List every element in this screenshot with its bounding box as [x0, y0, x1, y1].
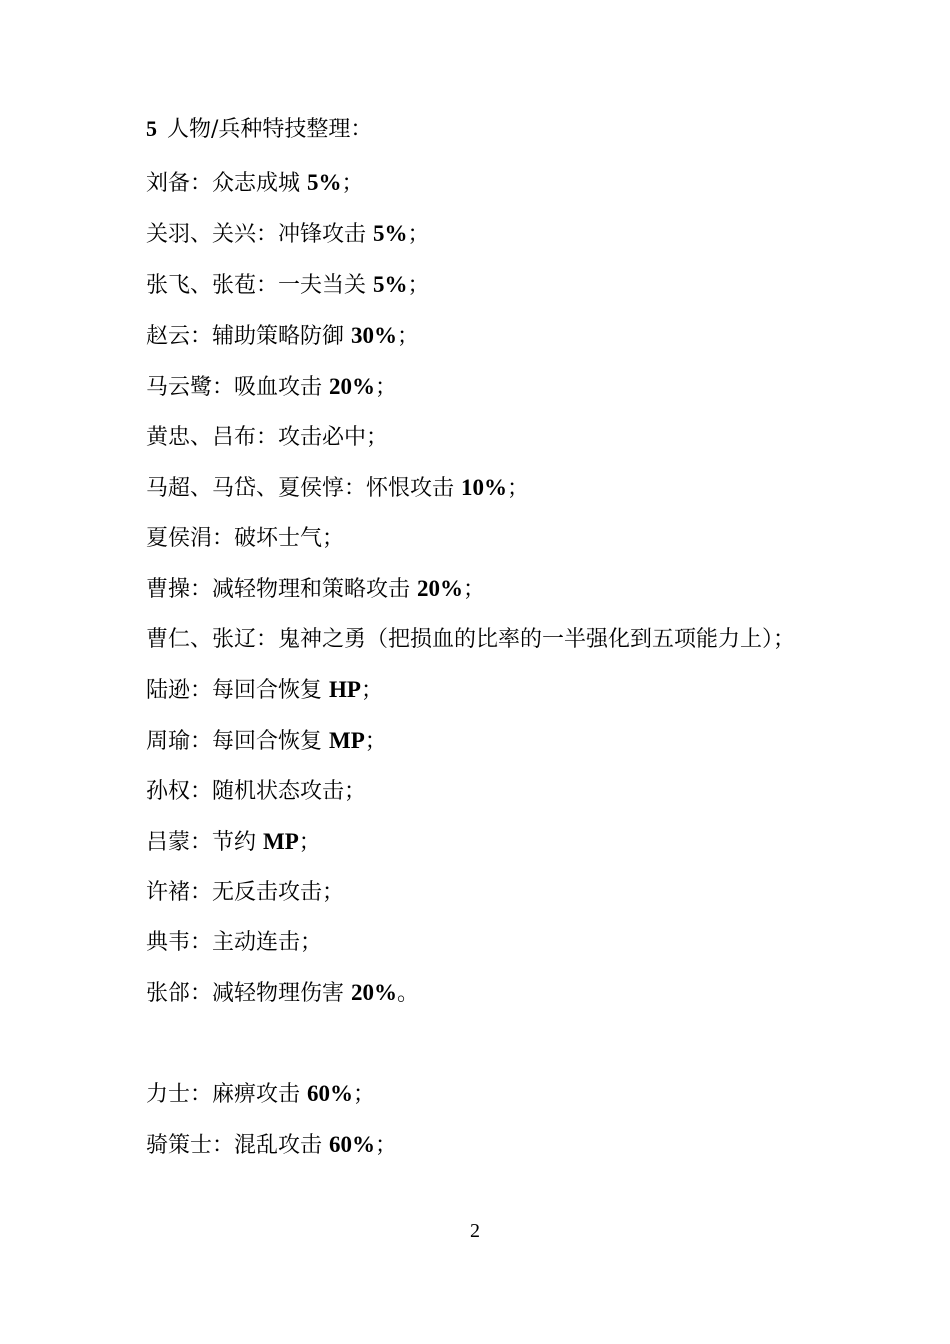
entry-skill: 众志成城 [212, 171, 308, 196]
entry-value: HP [329, 677, 361, 702]
entry-skill: 减轻物理和策略攻击 [212, 577, 418, 602]
entry-skill: 混乱攻击 [234, 1133, 330, 1158]
character-skill-line [146, 615, 826, 665]
entry-skill: 破坏士气 [234, 526, 323, 551]
entry-value: 60% [329, 1132, 376, 1157]
entry-name: 赵云： [146, 324, 213, 349]
entry-skill: 每回合恢复 [212, 729, 330, 754]
entry-punctuation: 。 [397, 981, 420, 1006]
entry-punctuation: ； [397, 324, 420, 349]
character-skill-line [146, 665, 826, 716]
entry-skill: 麻痹攻击 [212, 1082, 308, 1107]
page-number: 2 [470, 1220, 480, 1242]
entry-value: 5% [373, 272, 408, 297]
character-skill-line [146, 918, 826, 968]
entry-name: 许褚： [146, 880, 213, 905]
entry-punctuation: ； [773, 627, 796, 652]
entry-punctuation: ； [360, 678, 383, 703]
entry-value: 10% [461, 475, 508, 500]
entry-name: 关羽、关兴： [146, 222, 279, 247]
entry-skill: 冲锋攻击 [278, 222, 374, 247]
entry-name: 周瑜： [146, 729, 213, 754]
character-skill-line [146, 260, 826, 311]
entry-name: 孙权： [146, 779, 213, 804]
entry-name: 典韦： [146, 930, 213, 955]
entry-value: 30% [351, 323, 398, 348]
blank-line [146, 1019, 826, 1069]
entry-name: 马云鹭： [146, 375, 235, 400]
entry-punctuation: ； [375, 375, 398, 400]
character-skill-line [146, 463, 826, 514]
entry-name: 骑策士： [146, 1133, 235, 1158]
character-skill-list [146, 158, 826, 1019]
entry-skill: 辅助策略防御 [212, 324, 352, 349]
character-skill-line [146, 413, 826, 463]
entry-punctuation: ； [353, 1082, 376, 1107]
entry-punctuation: ； [298, 830, 321, 855]
entry-punctuation: ； [364, 729, 387, 754]
entry-name: 陆逊： [146, 678, 213, 703]
entry-value: 20% [417, 576, 464, 601]
entry-name: 曹仁、张辽： [146, 627, 279, 652]
entry-punctuation: ； [507, 476, 530, 501]
unit-skill-list [146, 1069, 826, 1171]
entry-skill: 节约 [212, 830, 264, 855]
section-title: 人物/兵种特技整理： [167, 117, 373, 142]
entry-skill: 每回合恢复 [212, 678, 330, 703]
character-skill-line [146, 158, 826, 209]
entry-punctuation: ； [322, 880, 345, 905]
section-heading [146, 108, 826, 150]
entry-skill: 怀恨攻击 [366, 476, 462, 501]
entry-value: 5% [373, 221, 408, 246]
entry-skill: 吸血攻击 [234, 375, 330, 400]
entry-punctuation: ； [375, 1133, 398, 1158]
entry-name: 黄忠、吕布： [146, 425, 279, 450]
entry-punctuation: ； [463, 577, 486, 602]
unit-skill-line [146, 1069, 826, 1120]
entry-value: 60% [307, 1081, 354, 1106]
entry-skill: 随机状态攻击 [212, 779, 345, 804]
entry-punctuation: ； [341, 171, 364, 196]
character-skill-line [146, 564, 826, 615]
section-number: 5 [146, 116, 157, 141]
entry-skill: 鬼神之勇（把损血的比率的一半强化到五项能力上） [278, 627, 774, 652]
character-skill-line [146, 514, 826, 564]
entry-punctuation: ； [366, 425, 389, 450]
entry-skill: 无反击攻击 [212, 880, 323, 905]
entry-name: 马超、马岱、夏侯惇： [146, 476, 367, 501]
character-skill-line [146, 716, 826, 767]
entry-punctuation: ； [300, 930, 323, 955]
entry-skill: 减轻物理伤害 [212, 981, 352, 1006]
entry-punctuation: ； [407, 222, 430, 247]
entry-value: 20% [329, 374, 376, 399]
entry-skill: 攻击必中 [278, 425, 367, 450]
page-content [146, 108, 826, 1171]
entry-punctuation: ； [407, 273, 430, 298]
entry-value: 20% [351, 980, 398, 1005]
character-skill-line [146, 968, 826, 1019]
entry-skill: 主动连击 [212, 930, 301, 955]
entry-name: 张郃： [146, 981, 213, 1006]
character-skill-line [146, 311, 826, 362]
character-skill-line [146, 767, 826, 817]
entry-value: MP [329, 728, 365, 753]
entry-name: 夏侯涓： [146, 526, 235, 551]
entry-skill: 一夫当关 [278, 273, 374, 298]
entry-name: 力士： [146, 1082, 213, 1107]
entry-name: 曹操： [146, 577, 213, 602]
entry-value: MP [263, 829, 299, 854]
entry-punctuation: ； [322, 526, 345, 551]
character-skill-line [146, 362, 826, 413]
entry-name: 刘备： [146, 171, 213, 196]
character-skill-line [146, 209, 826, 260]
character-skill-line [146, 817, 826, 868]
unit-skill-line [146, 1120, 826, 1171]
character-skill-line [146, 868, 826, 918]
entry-punctuation: ； [344, 779, 367, 804]
entry-name: 张飞、张苞： [146, 273, 279, 298]
entry-value: 5% [307, 170, 342, 195]
entry-name: 吕蒙： [146, 830, 213, 855]
